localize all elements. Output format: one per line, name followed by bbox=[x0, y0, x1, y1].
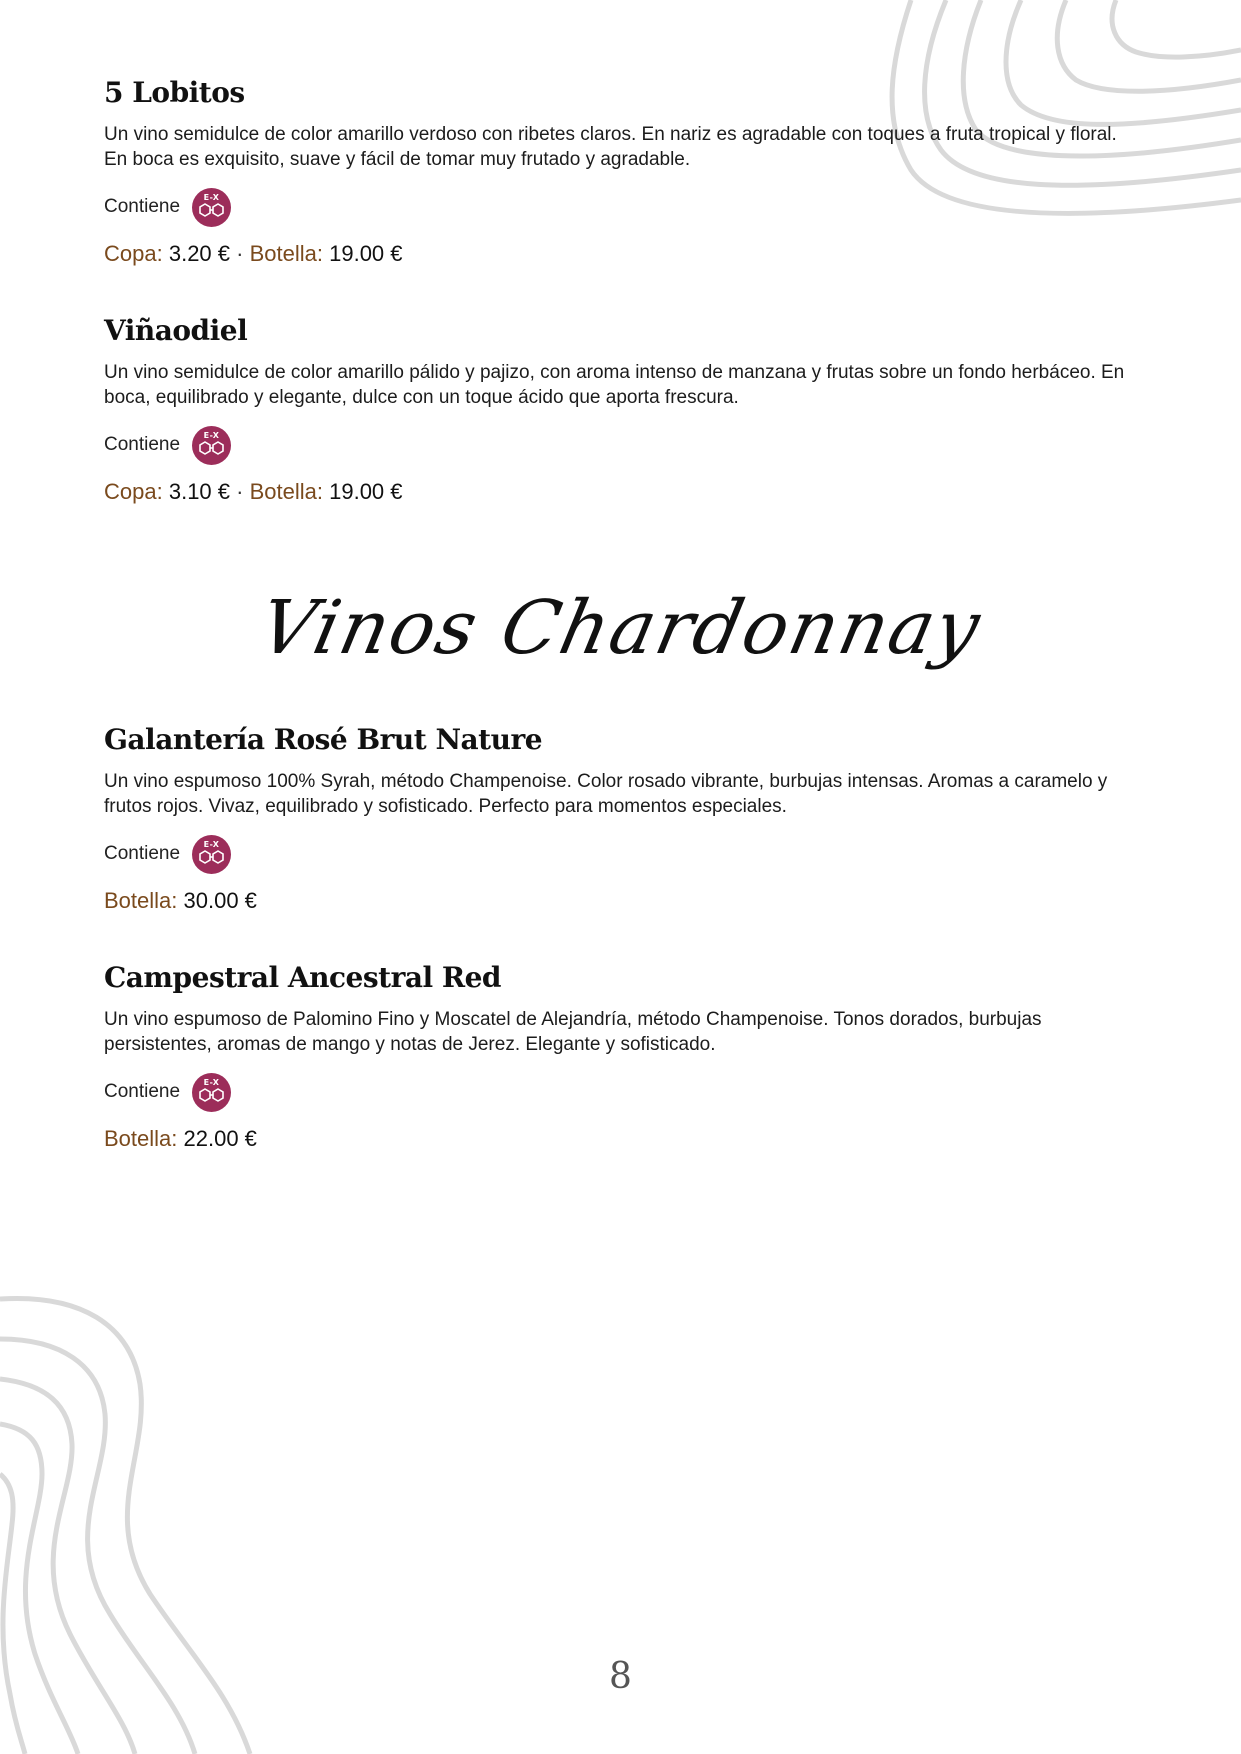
wine-entry bbox=[104, 961, 1144, 1153]
botella-label: Botella: bbox=[104, 1126, 178, 1151]
price-row bbox=[104, 887, 1144, 915]
price-row bbox=[104, 478, 1144, 506]
allergen-row bbox=[104, 1071, 1144, 1113]
botella-label: Botella: bbox=[249, 241, 323, 266]
price-row bbox=[104, 240, 1144, 268]
wine-description: Un vino semidulce de color amarillo pálido y pajizo, con aroma intenso de manzana y frutas sobre un fondo herbáceo. En boca, equilibrado y elegante, dulce con un toque ácido que aporta frescura. bbox=[104, 362, 1125, 408]
copa-label: Copa: bbox=[104, 241, 163, 266]
allergen-row bbox=[104, 424, 1144, 466]
allergen-row bbox=[104, 186, 1144, 228]
contains-label: Contiene bbox=[104, 1081, 181, 1102]
contains-label: Contiene bbox=[104, 843, 181, 864]
allergen-code: E-X bbox=[203, 430, 220, 440]
wine-entry bbox=[104, 76, 1144, 268]
allergen-code: E-X bbox=[203, 839, 220, 849]
price-separator: · bbox=[236, 241, 244, 266]
wine-entry bbox=[104, 314, 1144, 506]
wine-name: Galantería Rosé Brut Nature bbox=[104, 723, 543, 756]
wine-name: 5 Lobitos bbox=[104, 76, 245, 109]
contains-label: Contiene bbox=[104, 196, 181, 217]
botella-label: Botella: bbox=[104, 888, 178, 913]
sulfites-icon bbox=[192, 188, 231, 227]
price-row bbox=[104, 1125, 1144, 1153]
sulfites-icon bbox=[192, 426, 231, 465]
wine-description: Un vino semidulce de color amarillo verdoso con ribetes claros. En nariz es agradable con toques a fruta tropical y floral. En boca es exquisito, suave y fácil de tomar muy frutado y agradable. bbox=[104, 124, 1117, 170]
wine-description: Un vino espumoso de Palomino Fino y Moscatel de Alejandría, método Champenoise. Tonos dorados, burbujas persistentes, aromas de mango y notas de Jerez. Elegante y sofisticado. bbox=[104, 1009, 1042, 1055]
botella-price: 19.00 € bbox=[329, 479, 403, 504]
botella-label: Botella: bbox=[249, 479, 323, 504]
botella-price: 30.00 € bbox=[183, 888, 257, 913]
copa-label: Copa: bbox=[104, 479, 163, 504]
wine-description: Un vino espumoso 100% Syrah, método Champenoise. Color rosado vibrante, burbujas intensas. Aromas a caramelo y frutos rojos. Vivaz, equilibrado y sofisticado. Perfecto para momentos especiales. bbox=[104, 771, 1108, 817]
wine-name: Campestral Ancestral Red bbox=[104, 961, 502, 994]
sulfites-icon bbox=[192, 835, 231, 874]
copa-price: 3.20 € bbox=[168, 241, 231, 266]
wine-name: Viñaodiel bbox=[104, 314, 248, 347]
allergen-code: E-X bbox=[203, 192, 220, 202]
copa-price: 3.10 € bbox=[168, 479, 231, 504]
wine-entry bbox=[104, 723, 1144, 915]
botella-price: 19.00 € bbox=[329, 241, 403, 266]
allergen-row bbox=[104, 833, 1144, 875]
page-number: 8 bbox=[609, 1656, 632, 1697]
botella-price: 22.00 € bbox=[183, 1126, 257, 1151]
section-title: Vinos Chardonnay bbox=[252, 585, 989, 671]
allergen-code: E-X bbox=[203, 1077, 220, 1087]
sulfites-icon bbox=[192, 1073, 231, 1112]
contains-label: Contiene bbox=[104, 434, 181, 455]
price-separator: · bbox=[236, 479, 244, 504]
